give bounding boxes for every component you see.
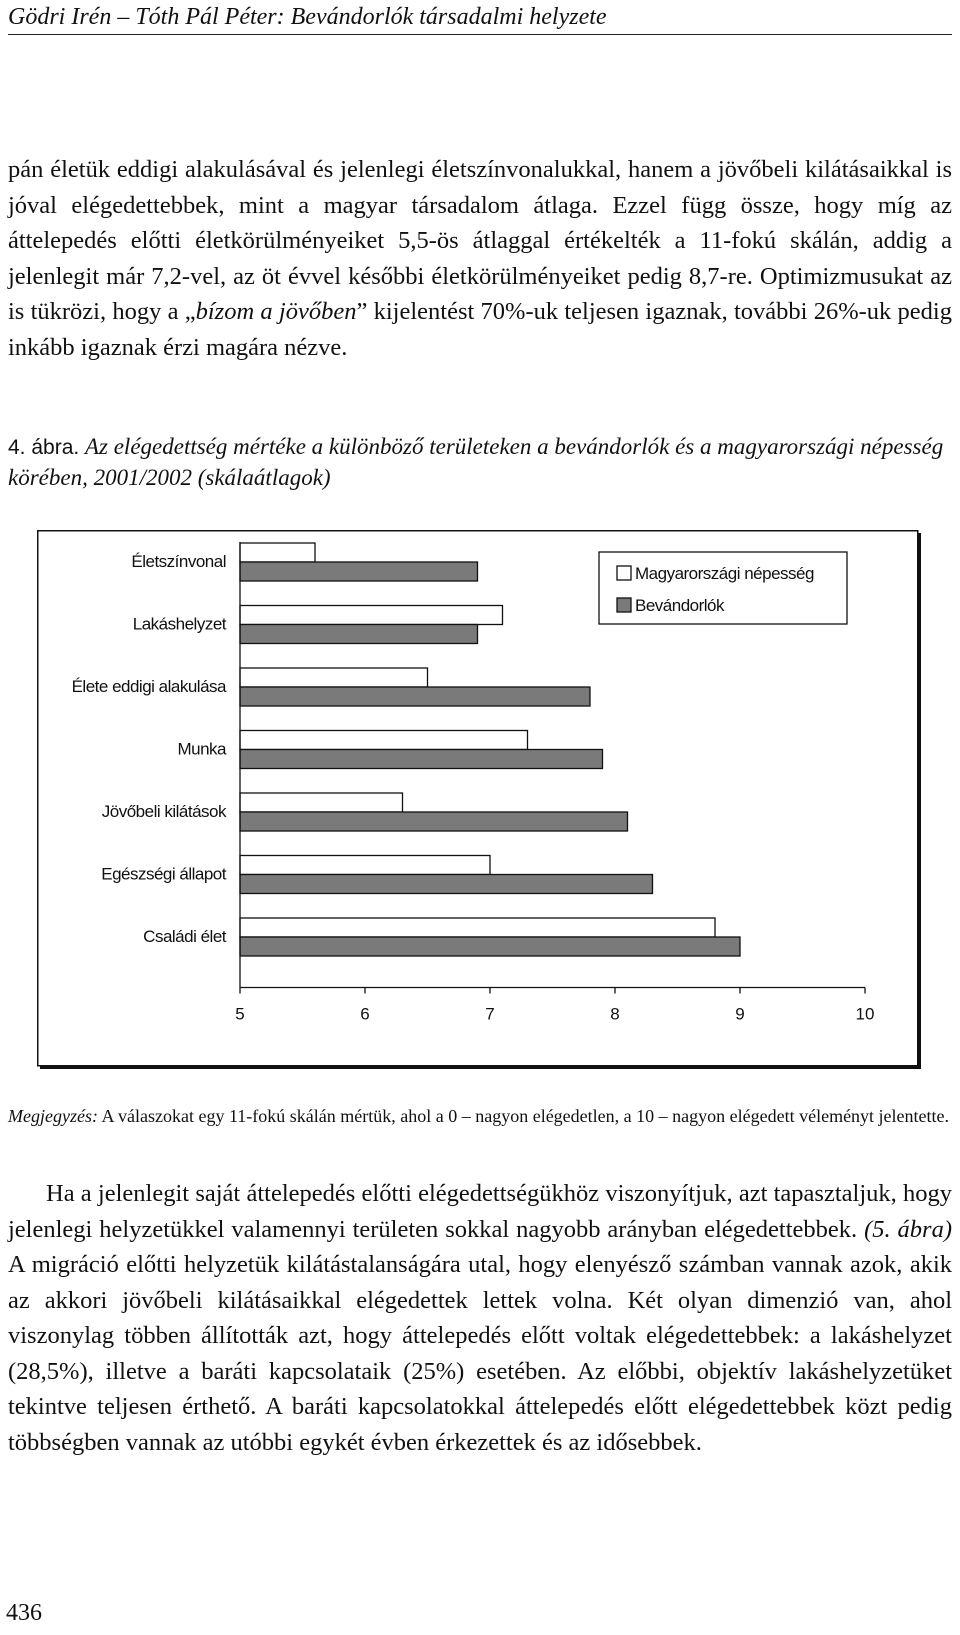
bar-immigrants <box>240 937 740 956</box>
running-header: Gödri Irén – Tóth Pál Péter: Bevándorlók társadalmi helyzete <box>8 4 607 30</box>
bar-immigrants <box>240 750 603 769</box>
x-tick-label: 8 <box>610 1004 620 1024</box>
figure-number: 4. ábra. <box>8 436 80 459</box>
chart-svg <box>37 530 922 1070</box>
figure-note <box>8 1104 952 1128</box>
x-tick-label: 7 <box>485 1004 495 1024</box>
legend-swatch <box>617 598 631 612</box>
category-label: Munka <box>177 739 226 759</box>
paragraph-text: ” kijelentést 70%-uk teljesen igaznak, további 26%-uk pedig inkább igaznak érzi magára nézve. <box>8 298 952 361</box>
bar-hungarian-population <box>240 793 403 812</box>
bar-hungarian-population <box>240 856 490 875</box>
bar-hungarian-population <box>240 606 503 625</box>
paragraph-text: A migráció előtti helyzetük kilátástalanságára utal, hogy elenyésző számban vannak azok, akik az akkori jövőbeli kilátásaikkal elégedettek lettek volna. Két olyan dimenzió van, ahol viszonylag többen állították azt, hogy áttelepedés előtt voltak elégedettebbek: a lakáshelyzet (28,5%), illetve a baráti kapcsolataik (25%) esetében. Az előbbi, objektív lakáshelyzetüket tekintve teljesen érthető. A baráti kapcsolatokkal áttelepedés előtt elégedettebbek közt pedig többségben vannak az utóbbi egykét évben érkezettek és az idősebbek. <box>8 1251 952 1456</box>
legend-label: Bevándorlók <box>635 596 725 615</box>
category-label: Egészségi állapot <box>101 864 226 884</box>
bar-immigrants <box>240 812 628 831</box>
x-tick-label: 5 <box>235 1004 245 1024</box>
paragraph-text: pán életük eddigi alakulásával és jelenlegi életszínvonalukkal, hanem a jövőbeli kilátásaikkal is jóval elégedettebbek, mint a magyar társadalom átlaga. Ezzel függ össze, hogy míg az áttelepedés előtti életkörülményeiket 5,5-ös átlaggal értékelték a 11-fokú skálán, addig a jelenlegit már 7,2-vel, az öt évvel későbbi életkörülményeiket pedig 8,7-re. Optimizmusukat az is tükrözi, hogy a „ <box>8 156 952 325</box>
figure-reference: (5. ábra) <box>864 1215 952 1243</box>
category-label: Életszínvonal <box>131 552 226 571</box>
bar-hungarian-population <box>240 918 715 937</box>
bar-immigrants <box>240 562 478 581</box>
x-tick-label: 9 <box>735 1004 745 1024</box>
category-label: Családi élet <box>143 927 226 946</box>
body-paragraph-2 <box>8 1176 952 1460</box>
category-label: Lakáshelyzet <box>132 614 226 634</box>
bar-immigrants <box>240 875 653 894</box>
category-label: Élete eddigi alakulása <box>71 677 226 696</box>
emphasized-quote: bízom a jövőben <box>195 298 357 325</box>
header-rule <box>8 34 952 35</box>
paragraph-text: Ha a jelenlegit saját áttelepedés előtti elégedettségükhöz viszonyítjuk, azt tapasztaljuk, hogy jelenlegi helyzetükkel valamennyi területen sokkal nagyobb arányban elégedettebbek. <box>8 1180 952 1243</box>
bar-hungarian-population <box>240 731 528 750</box>
note-label: Megjegyzés: <box>8 1106 98 1126</box>
bar-hungarian-population <box>240 543 315 562</box>
legend-label: Magyarországi népesség <box>635 564 814 583</box>
figure-title: Az elégedettség mértéke a különböző területeken a bevándorlók és a magyarországi népesség körében, 2001/2002 (skálaátlagok) <box>8 434 944 490</box>
body-paragraph-1 <box>8 152 952 365</box>
category-label: Jövőbeli kilátások <box>101 802 226 821</box>
bar-immigrants <box>240 625 478 644</box>
figure-caption <box>8 432 952 493</box>
satisfaction-chart <box>37 530 922 1070</box>
bar-hungarian-population <box>240 668 428 687</box>
bar-immigrants <box>240 687 590 706</box>
x-tick-label: 10 <box>855 1004 875 1024</box>
page-number: 436 <box>6 1600 42 1626</box>
note-text: A válaszokat egy 11-fokú skálán mértük, ahol a 0 – nagyon elégedetlen, a 10 – nagyon elégedett véleményt jelentette. <box>101 1106 950 1126</box>
x-tick-label: 6 <box>360 1004 370 1024</box>
legend-swatch <box>617 566 631 580</box>
